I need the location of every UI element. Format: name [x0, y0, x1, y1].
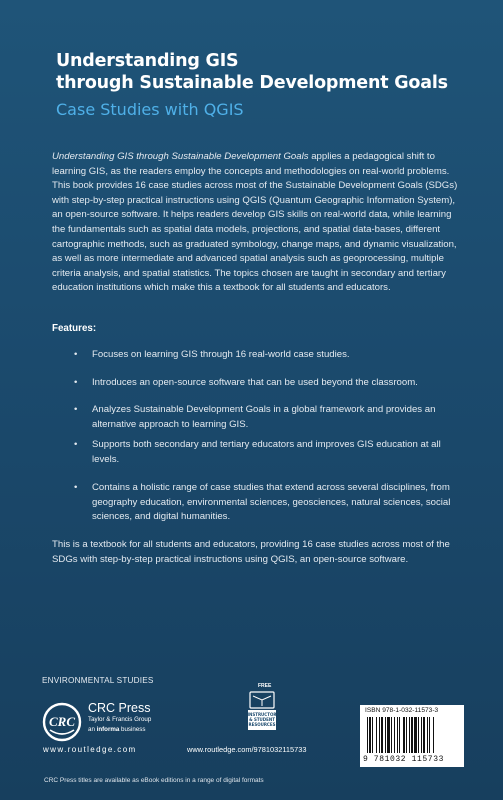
barcode-bar — [433, 717, 434, 753]
barcode-bar — [391, 717, 392, 753]
closing-paragraph: This is a textbook for all students and educators, providing 16 case studies across most of the SDGs with step-by-step practical instructions using QGIS, an open-source software. — [52, 539, 450, 565]
features-heading: Features: — [52, 323, 97, 334]
description-italic-title: Understanding GIS through Sustainable Development Goals — [52, 151, 309, 162]
barcode-bar — [387, 717, 390, 753]
title-line-2: through Sustainable Development Goals — [56, 73, 448, 93]
crc-logo — [42, 702, 82, 742]
barcode-bar — [403, 717, 405, 753]
description-text: applies a pedagogical shift to learning GIS, as the readers employ the concepts and methodologies on real-world problems. This book provides 16 case studies across most of the Sustainable Development Goals (SDGs) with step-by-step practical instructions using QGIS (Quantum Geographic Information System), an open-source software. It helps readers develop GIS skills on real-world data, while learning the fundamentals such as spatial data models, projections, and spatial data-bases, different cartographic methods, such as graduated symbology, change maps, and dynamic visualization, as well as more intermediate and advanced spatial analysis such as geoprocessing, multiple criteria analysis, and spatial statistics. The topics chosen are taught in secondary and tertiary education institutions which make this a textbook for all students and educators. — [52, 151, 458, 294]
resources-badge-icon — [246, 690, 278, 732]
feature-item: • Focuses on learning GIS through 16 real-world case studies. — [92, 348, 462, 363]
svg-text:RESOURCES: RESOURCES — [248, 722, 276, 727]
barcode-bar — [369, 717, 371, 753]
title-line-1: Understanding GIS — [56, 51, 239, 71]
barcode-bar — [421, 717, 422, 753]
barcode-bar — [423, 717, 425, 753]
barcode-bar — [379, 717, 380, 753]
barcode-icon — [365, 717, 459, 755]
barcode-number: 9 781032 115733 — [363, 755, 445, 764]
publisher-name: CRC Press — [88, 701, 151, 715]
book-subtitle: Case Studies with QGIS — [56, 100, 244, 119]
barcode-bar — [397, 717, 398, 753]
barcode-bar — [381, 717, 383, 753]
resources-url: www.routledge.com/9781032115733 — [187, 745, 307, 754]
free-label: FREE — [258, 683, 272, 689]
crc-logo-text: CRC — [48, 714, 76, 729]
barcode-bar — [372, 717, 373, 753]
barcode-bar — [399, 717, 400, 753]
feature-item: • Contains a holistic range of case studies that extend across several disciplines, from geography education, environmental sciences, geosciences, natural sciences, social sciences, and digital humanities. — [92, 481, 462, 525]
isbn-barcode — [360, 705, 464, 767]
barcode-bar — [385, 717, 386, 753]
barcode-bar — [394, 717, 395, 753]
feature-item: • Analyzes Sustainable Development Goals in a global framework and provides an alternative approach to learning GIS. — [92, 403, 462, 432]
barcode-bar — [376, 717, 377, 753]
publisher-informa: an informa business — [88, 726, 146, 733]
barcode-bar — [418, 717, 419, 753]
book-title — [56, 50, 448, 94]
barcode-bar — [409, 717, 410, 753]
feature-item: • Introduces an open-source software that can be used beyond the classroom. — [92, 376, 462, 391]
svg-text:& STUDENT: & STUDENT — [249, 717, 275, 722]
barcode-bar — [429, 717, 430, 753]
barcode-bar — [367, 717, 368, 753]
category-label: ENVIRONMENTAL STUDIES — [42, 676, 154, 685]
ebook-note: CRC Press titles are available as eBook editions in a range of digital formats — [44, 777, 264, 784]
description-paragraph — [52, 150, 462, 296]
routledge-url: www.routledge.com — [43, 745, 137, 754]
feature-item: • Supports both secondary and tertiary educators and improves GIS education at all levels. — [92, 438, 462, 467]
publisher-group: Taylor & Francis Group — [88, 716, 152, 723]
barcode-bar — [406, 717, 407, 753]
svg-text:INSTRUCTOR: INSTRUCTOR — [247, 712, 277, 717]
barcode-bar — [427, 717, 428, 753]
isbn-text: ISBN 978-1-032-11573-3 — [365, 707, 439, 714]
barcode-bar — [414, 717, 417, 753]
barcode-bar — [411, 717, 413, 753]
